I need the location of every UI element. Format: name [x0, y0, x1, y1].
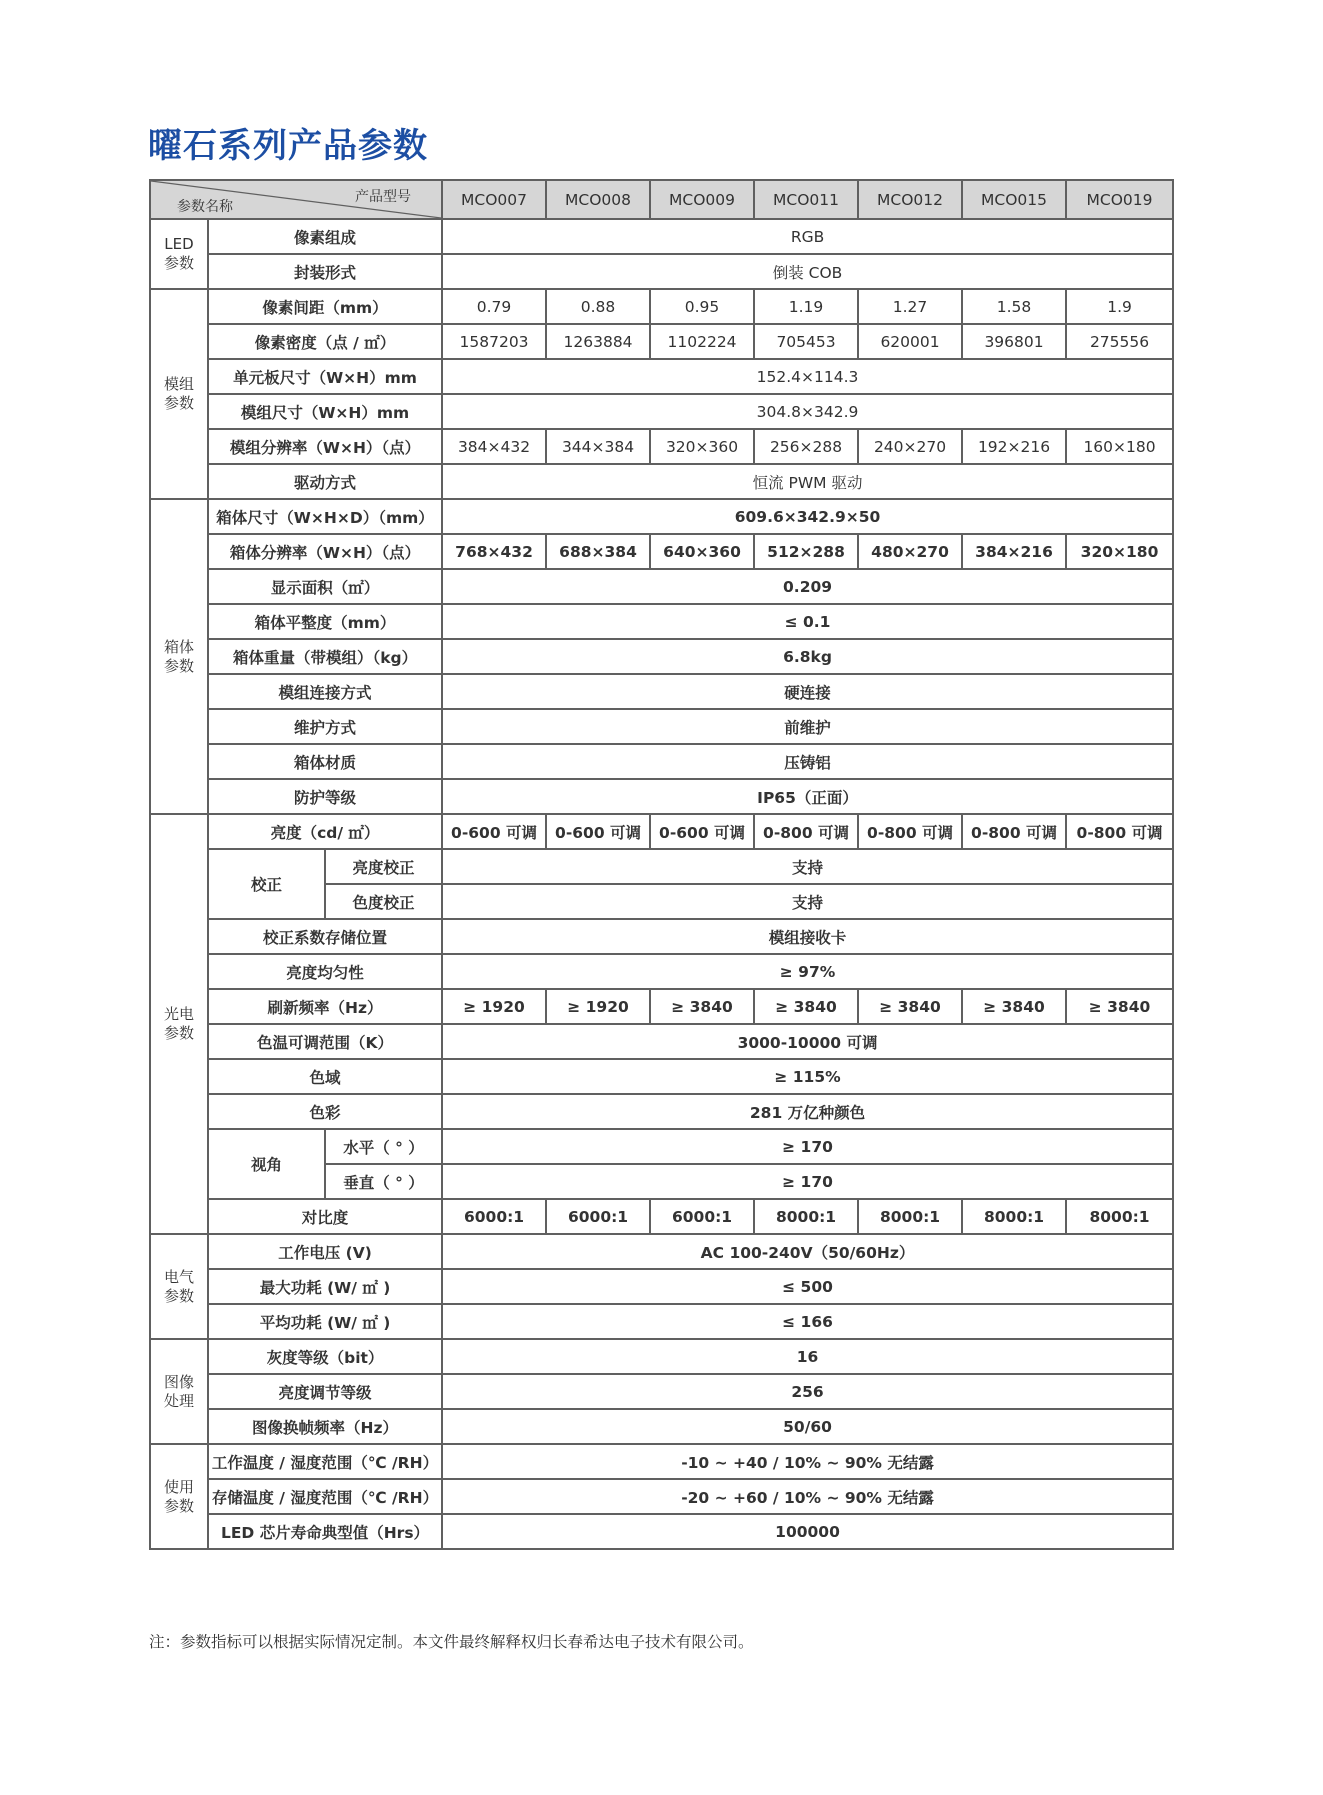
cell-value: 0.88 [546, 289, 650, 324]
cell-value: 0.79 [442, 289, 546, 324]
row-value: -20 ~ +60 / 10% ~ 90% 无结露 [442, 1479, 1173, 1514]
cell-value: 8000:1 [858, 1199, 962, 1234]
table-row [150, 219, 1173, 254]
row-label: 校正系数存储位置 [208, 919, 442, 954]
row-value: 3000-10000 可调 [442, 1024, 1173, 1059]
group-module [150, 289, 208, 499]
cell-value: ≥ 3840 [1066, 989, 1173, 1024]
table-row [150, 709, 1173, 744]
group-led [150, 219, 208, 289]
cell-value: 0-600 可调 [546, 814, 650, 849]
cell-value: 0-800 可调 [754, 814, 858, 849]
table-row [150, 1374, 1173, 1409]
group-label: 光电 参数 [163, 1005, 194, 1042]
cell-value: 0-600 可调 [442, 814, 546, 849]
row-label: 像素密度（点 / ㎡） [208, 324, 442, 359]
row-label: 平均功耗 (W/ ㎡ ) [208, 1304, 442, 1339]
row-value: IP65（正面） [442, 779, 1173, 814]
row-value: 50/60 [442, 1409, 1173, 1444]
cell-value: 0.95 [650, 289, 754, 324]
table-row [150, 1199, 1173, 1234]
cell-value: 240×270 [858, 429, 962, 464]
row-value: 304.8×342.9 [442, 394, 1173, 429]
row-label: 箱体尺寸（W×H×D）（mm） [208, 499, 442, 534]
row-label: 校正 [208, 849, 325, 919]
row-label: 箱体分辨率（W×H）（点） [208, 534, 442, 569]
cell-value: 0-600 可调 [650, 814, 754, 849]
cell-value: 160×180 [1066, 429, 1173, 464]
cell-value: 512×288 [754, 534, 858, 569]
cell-value: 384×432 [442, 429, 546, 464]
row-label: 色彩 [208, 1094, 442, 1129]
row-value: 模组接收卡 [442, 919, 1173, 954]
row-value: 6.8kg [442, 639, 1173, 674]
table-row [150, 499, 1173, 534]
cell-value: 480×270 [858, 534, 962, 569]
row-label: 维护方式 [208, 709, 442, 744]
group-label: 使用 参数 [163, 1477, 194, 1515]
model-header: MCO019 [1066, 180, 1173, 219]
table-row [150, 779, 1173, 814]
table-row [150, 1129, 1173, 1164]
header-row [150, 180, 1173, 219]
cell-value: 192×216 [962, 429, 1066, 464]
row-value: 100000 [442, 1514, 1173, 1549]
row-label: 亮度均匀性 [208, 954, 442, 989]
group-image [150, 1339, 208, 1444]
table-row [150, 569, 1173, 604]
group-label: 图像 处理 [163, 1372, 194, 1410]
row-value: ≤ 0.1 [442, 604, 1173, 639]
row-value: 前维护 [442, 709, 1173, 744]
cell-value: 0-800 可调 [858, 814, 962, 849]
row-value: ≥ 170 [442, 1129, 1173, 1164]
cell-value: 6000:1 [442, 1199, 546, 1234]
table-row [150, 289, 1173, 324]
cell-value: 1.19 [754, 289, 858, 324]
sub-label: 垂直（ ° ） [325, 1164, 442, 1199]
cell-value: 0-800 可调 [962, 814, 1066, 849]
page-title: 曜石系列产品参数 [148, 126, 428, 166]
group-label: 电气 参数 [163, 1267, 194, 1305]
cell-value: 344×384 [546, 429, 650, 464]
table-row [150, 1059, 1173, 1094]
row-label: 模组分辨率（W×H）（点） [208, 429, 442, 464]
cell-value: 275556 [1066, 324, 1173, 359]
cell-value: 640×360 [650, 534, 754, 569]
spec-table [149, 179, 1174, 1550]
row-label: 视角 [208, 1129, 325, 1199]
table-row [150, 1269, 1173, 1304]
table-row [150, 744, 1173, 779]
row-label: 存储温度 / 湿度范围（℃ /RH） [208, 1479, 442, 1514]
cell-value: ≥ 3840 [962, 989, 1066, 1024]
cell-value: 1.58 [962, 289, 1066, 324]
cell-value: ≥ 3840 [650, 989, 754, 1024]
row-label: 最大功耗 (W/ ㎡ ) [208, 1269, 442, 1304]
row-label: LED 芯片寿命典型值（Hrs） [208, 1514, 442, 1549]
table-row [150, 604, 1173, 639]
row-label: 亮度调节等级 [208, 1374, 442, 1409]
row-label: 驱动方式 [208, 464, 442, 499]
row-label: 图像换帧频率（Hz） [208, 1409, 442, 1444]
header-corner-cell [150, 180, 442, 219]
table-row [150, 394, 1173, 429]
cell-value: 320×180 [1066, 534, 1173, 569]
cell-value: 1102224 [650, 324, 754, 359]
row-label: 像素组成 [208, 219, 442, 254]
row-label: 工作温度 / 湿度范围（℃ /RH） [208, 1444, 442, 1479]
cell-value: 396801 [962, 324, 1066, 359]
cell-value: 320×360 [650, 429, 754, 464]
table-row [150, 1024, 1173, 1059]
corner-param-label: 参数名称 [177, 199, 233, 215]
cell-value: 1263884 [546, 324, 650, 359]
sub-label: 水平（ ° ） [325, 1129, 442, 1164]
group-usage [150, 1444, 208, 1549]
cell-value: 688×384 [546, 534, 650, 569]
corner-model-label: 产品型号 [355, 189, 412, 205]
row-value: RGB [442, 219, 1173, 254]
cell-value: 6000:1 [650, 1199, 754, 1234]
row-label: 亮度（cd/ ㎡） [208, 814, 442, 849]
row-label: 模组连接方式 [208, 674, 442, 709]
table-row [150, 254, 1173, 289]
cell-value: 8000:1 [962, 1199, 1066, 1234]
table-row [150, 1339, 1173, 1374]
cell-value: 0-800 可调 [1066, 814, 1173, 849]
row-value: ≤ 166 [442, 1304, 1173, 1339]
row-label: 灰度等级（bit） [208, 1339, 442, 1374]
cell-value: ≥ 3840 [754, 989, 858, 1024]
row-value: 倒装 COB [442, 254, 1173, 289]
row-label: 箱体平整度（mm） [208, 604, 442, 639]
table-row [150, 1234, 1173, 1269]
cell-value: ≥ 1920 [546, 989, 650, 1024]
row-value: 281 万亿种颜色 [442, 1094, 1173, 1129]
model-header: MCO012 [858, 180, 962, 219]
table-row [150, 324, 1173, 359]
row-value: AC 100-240V（50/60Hz） [442, 1234, 1173, 1269]
group-label: 模组 参数 [163, 375, 194, 412]
group-label: LED 参数 [163, 235, 194, 272]
table-row [150, 1094, 1173, 1129]
row-label: 色域 [208, 1059, 442, 1094]
row-value: 16 [442, 1339, 1173, 1374]
row-label: 模组尺寸（W×H）mm [208, 394, 442, 429]
cell-value: 768×432 [442, 534, 546, 569]
cell-value: 8000:1 [754, 1199, 858, 1234]
cell-value: 1.27 [858, 289, 962, 324]
cell-value: 705453 [754, 324, 858, 359]
row-label: 箱体材质 [208, 744, 442, 779]
cell-value: 256×288 [754, 429, 858, 464]
group-label: 箱体 参数 [163, 637, 194, 675]
row-value: 硬连接 [442, 674, 1173, 709]
row-value: ≥ 97% [442, 954, 1173, 989]
table-row [150, 639, 1173, 674]
table-row [150, 989, 1173, 1024]
row-label: 箱体重量（带模组）（kg） [208, 639, 442, 674]
table-row [150, 429, 1173, 464]
row-label: 封装形式 [208, 254, 442, 289]
table-row [150, 849, 1173, 884]
table-row [150, 359, 1173, 394]
row-label: 防护等级 [208, 779, 442, 814]
row-value: ≤ 500 [442, 1269, 1173, 1304]
row-value: 恒流 PWM 驱动 [442, 464, 1173, 499]
row-label: 刷新频率（Hz） [208, 989, 442, 1024]
group-optical [150, 814, 208, 1234]
cell-value: 1587203 [442, 324, 546, 359]
table-row [150, 1444, 1173, 1479]
footnote: 注：参数指标可以根据实际情况定制。本文件最终解释权归长春希达电子技术有限公司。 [149, 1633, 754, 1651]
model-header: MCO007 [442, 180, 546, 219]
cell-value: 620001 [858, 324, 962, 359]
model-header: MCO009 [650, 180, 754, 219]
cell-value: 1.9 [1066, 289, 1173, 324]
row-label: 工作电压 (V) [208, 1234, 442, 1269]
row-label: 像素间距（mm） [208, 289, 442, 324]
table-row [150, 1304, 1173, 1339]
row-value: ≥ 115% [442, 1059, 1173, 1094]
table-row [150, 919, 1173, 954]
table-row [150, 1479, 1173, 1514]
row-label: 色温可调范围（K） [208, 1024, 442, 1059]
row-value: ≥ 170 [442, 1164, 1173, 1199]
table-row [150, 814, 1173, 849]
row-value: -10 ~ +40 / 10% ~ 90% 无结露 [442, 1444, 1173, 1479]
group-electrical [150, 1234, 208, 1339]
cell-value: ≥ 3840 [858, 989, 962, 1024]
table-row [150, 674, 1173, 709]
row-value: 支持 [442, 884, 1173, 919]
row-value: 支持 [442, 849, 1173, 884]
sub-label: 色度校正 [325, 884, 442, 919]
row-value: 压铸铝 [442, 744, 1173, 779]
model-header: MCO015 [962, 180, 1066, 219]
row-label: 单元板尺寸（W×H）mm [208, 359, 442, 394]
table-row [150, 1514, 1173, 1549]
row-label: 对比度 [208, 1199, 442, 1234]
row-value: 609.6×342.9×50 [442, 499, 1173, 534]
model-header: MCO011 [754, 180, 858, 219]
row-value: 152.4×114.3 [442, 359, 1173, 394]
table-row [150, 1409, 1173, 1444]
group-cabinet [150, 499, 208, 814]
row-value: 256 [442, 1374, 1173, 1409]
table-row [150, 954, 1173, 989]
model-header: MCO008 [546, 180, 650, 219]
row-value: 0.209 [442, 569, 1173, 604]
row-label: 显示面积（㎡） [208, 569, 442, 604]
table-row [150, 534, 1173, 569]
cell-value: 384×216 [962, 534, 1066, 569]
table-row [150, 464, 1173, 499]
sub-label: 亮度校正 [325, 849, 442, 884]
cell-value: 6000:1 [546, 1199, 650, 1234]
cell-value: ≥ 1920 [442, 989, 546, 1024]
cell-value: 8000:1 [1066, 1199, 1173, 1234]
